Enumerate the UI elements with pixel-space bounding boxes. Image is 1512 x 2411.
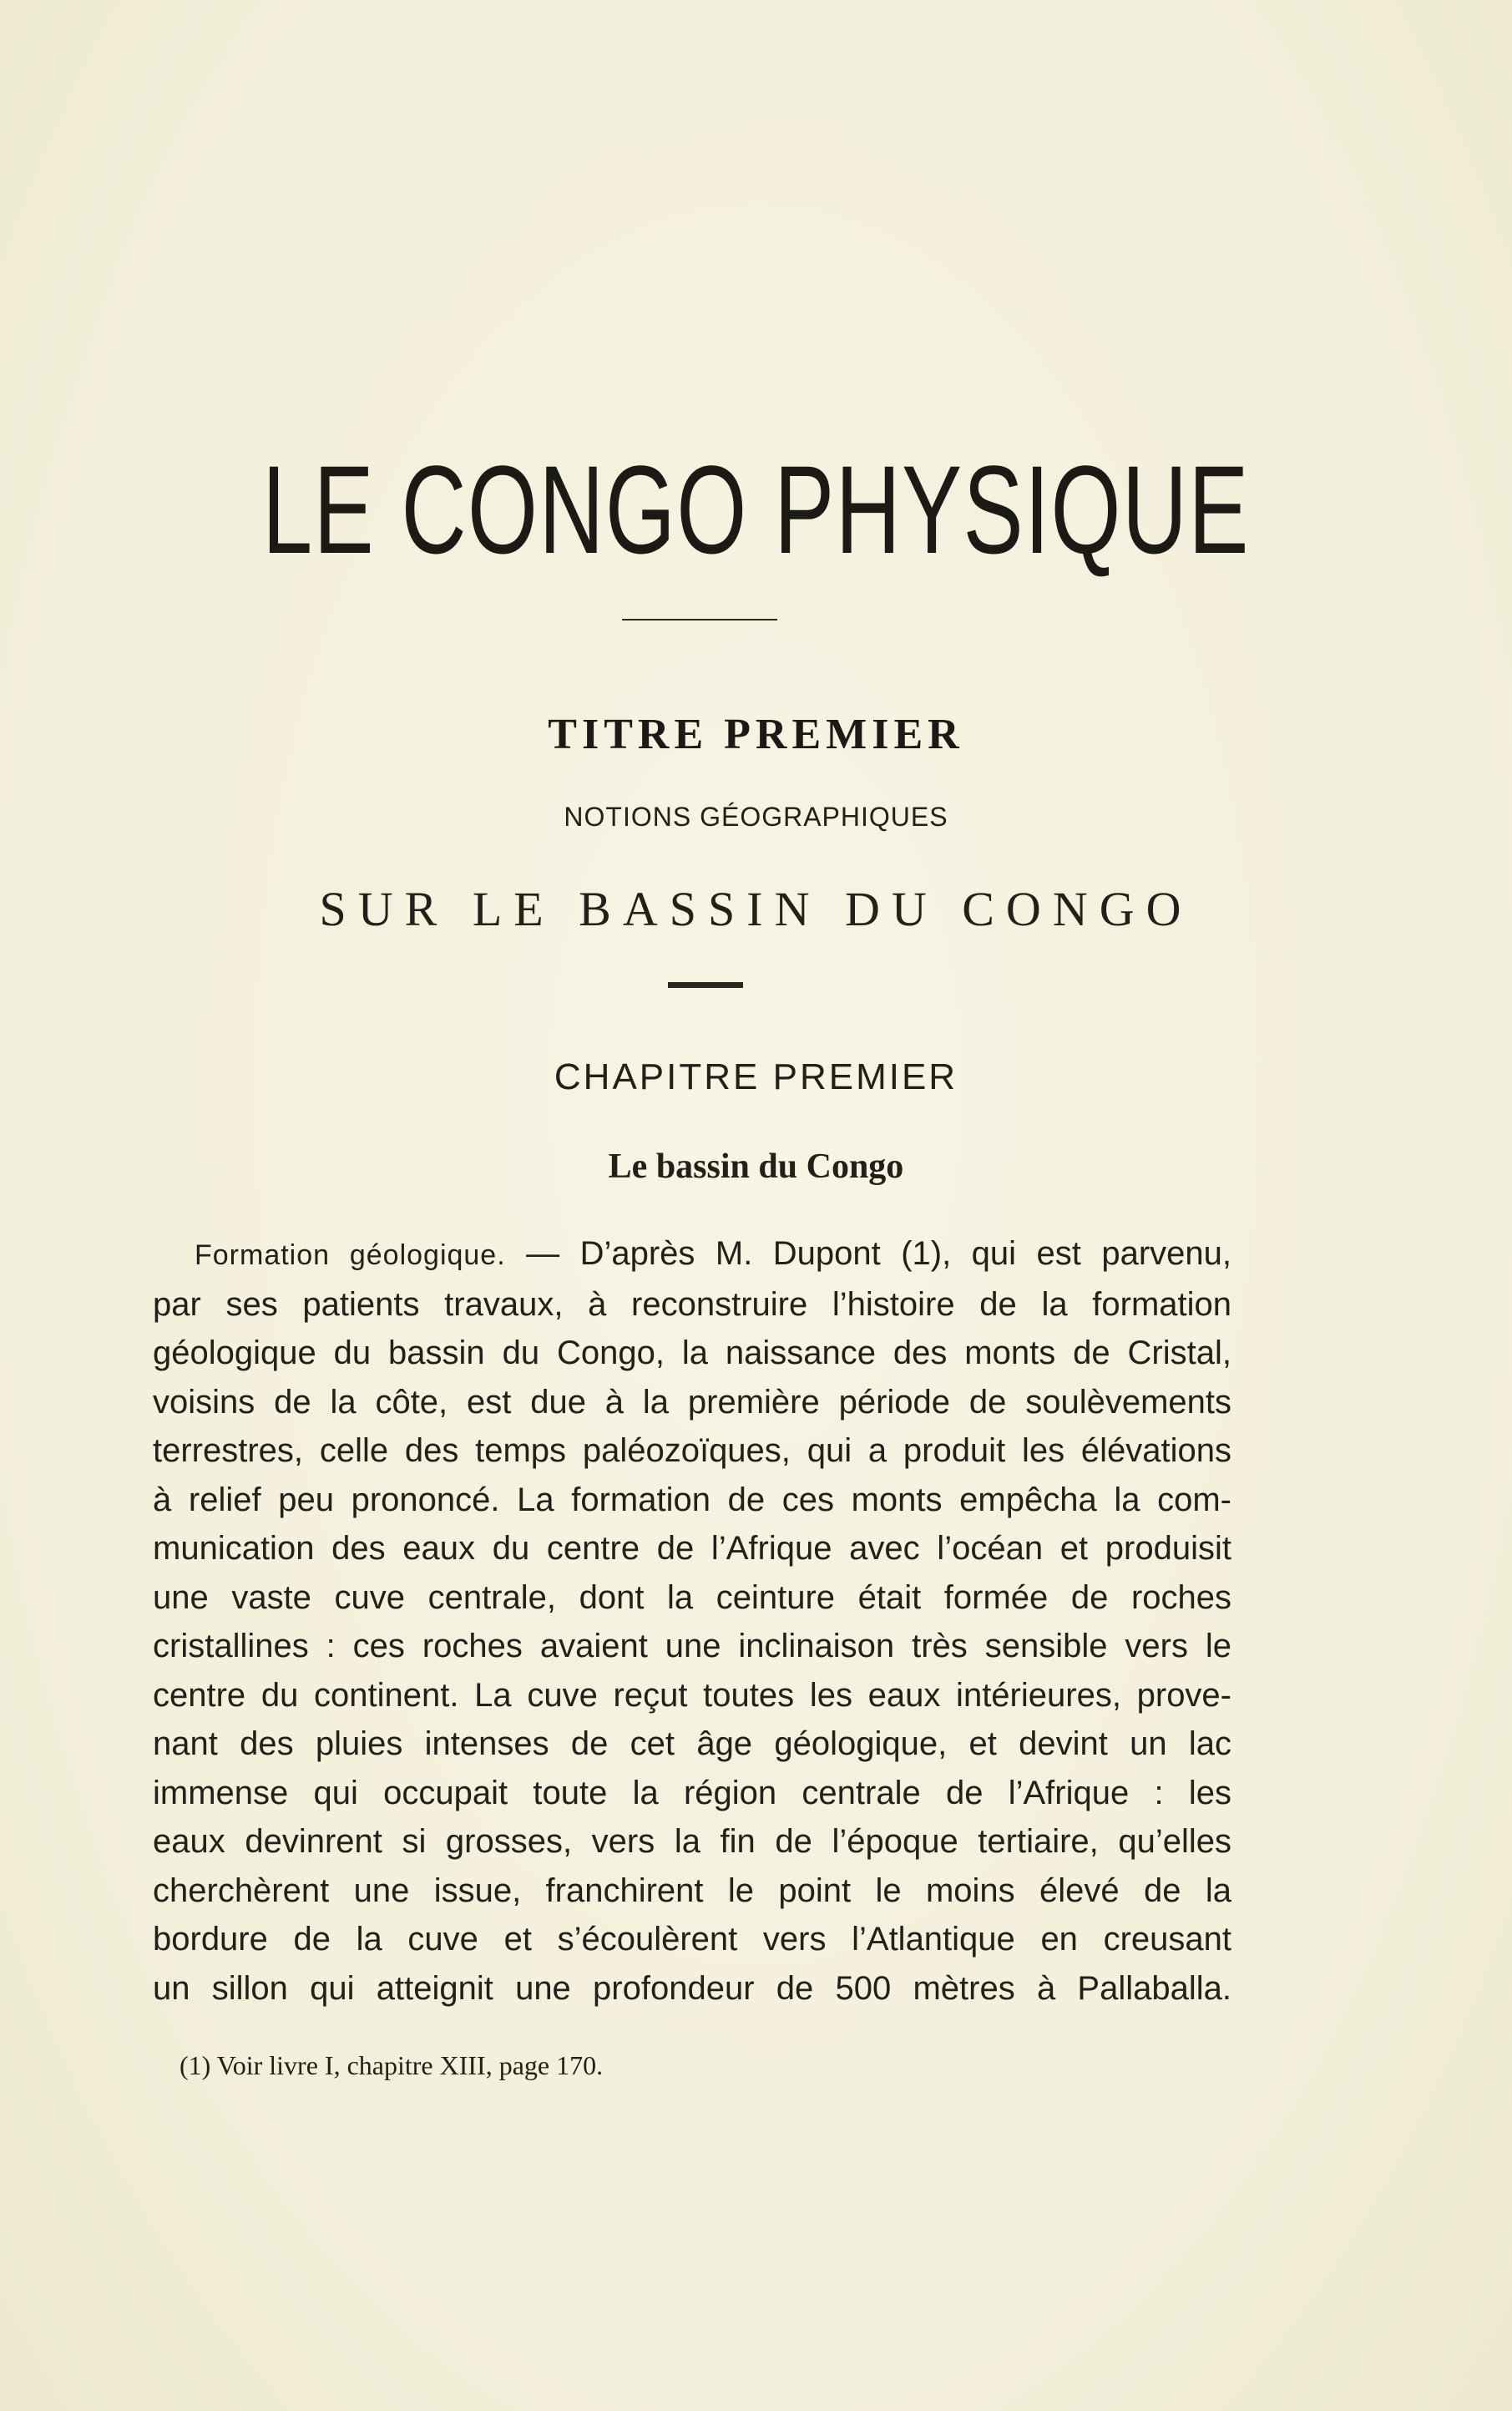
body-line: bordure de la cuve et s’écoulèrent vers l’Atlantique en creusant [153,1921,1231,1958]
chapter-title: Le bassin du Congo [608,1147,904,1186]
body-line: cherchèrent une issue, franchirent le point le moins élevé de la [153,1872,1231,1909]
footnote: (1) Voir livre I, chapitre XIII, page 170. [180,2050,604,2080]
body-line: munication des eaux du centre de l’Afrique avec l’océan et produisit [153,1530,1231,1567]
body-line: une vaste cuve centrale, dont la ceinture était formée de roches [153,1578,1231,1616]
body-paragraph [153,1229,1231,2013]
part-subheading: NOTIONS GÉOGRAPHIQUES [564,802,948,832]
part-title: SUR LE BASSIN DU CONGO [319,882,1193,936]
body-line: voisins de la côte, est due à la première période de soulèvements [153,1383,1231,1421]
body-line: immense qui occupait toute la région centrale de l’Afrique : les [153,1774,1231,1811]
body-line: eaux devinrent si grosses, vers la fin de l’époque tertiaire, qu’elles [153,1823,1231,1860]
body-line: nant des pluies intenses de cet âge géologique, et devint un lac [153,1725,1231,1762]
title-divider [622,619,777,620]
chapter-heading: CHAPITRE PREMIER [554,1056,958,1097]
body-line: cristallines : ces roches avaient une inclinaison très sensible vers le [153,1628,1231,1664]
body-line: géologique du bassin du Congo, la naissance des monts de Cristal, [153,1335,1231,1371]
body-line: centre du continent. La cuve reçut toutes les eaux intérieures, prove- [153,1676,1231,1714]
body-line: par ses patients travaux, à reconstruire l’histoire de la formation [153,1285,1231,1323]
part-heading: TITRE PREMIER [548,711,964,758]
section-divider [668,982,743,988]
body-line: terrestres, celle des temps paléozoïques, qui a produit les élévations [153,1432,1231,1469]
body-line: à relief peu prononcé. La formation de ces monts empêcha la com- [153,1481,1231,1518]
main-title: LE CONGO PHYSIQUE [262,439,1250,580]
body-line: un sillon qui atteignit une profondeur de 500 mètres à Pallaballa. [153,1969,1231,2007]
body-line: Formation géologique. — D’après M. Dupont (1), qui est parvenu, [195,1235,1231,1272]
run-in-heading: Formation géologique. [195,1239,506,1271]
